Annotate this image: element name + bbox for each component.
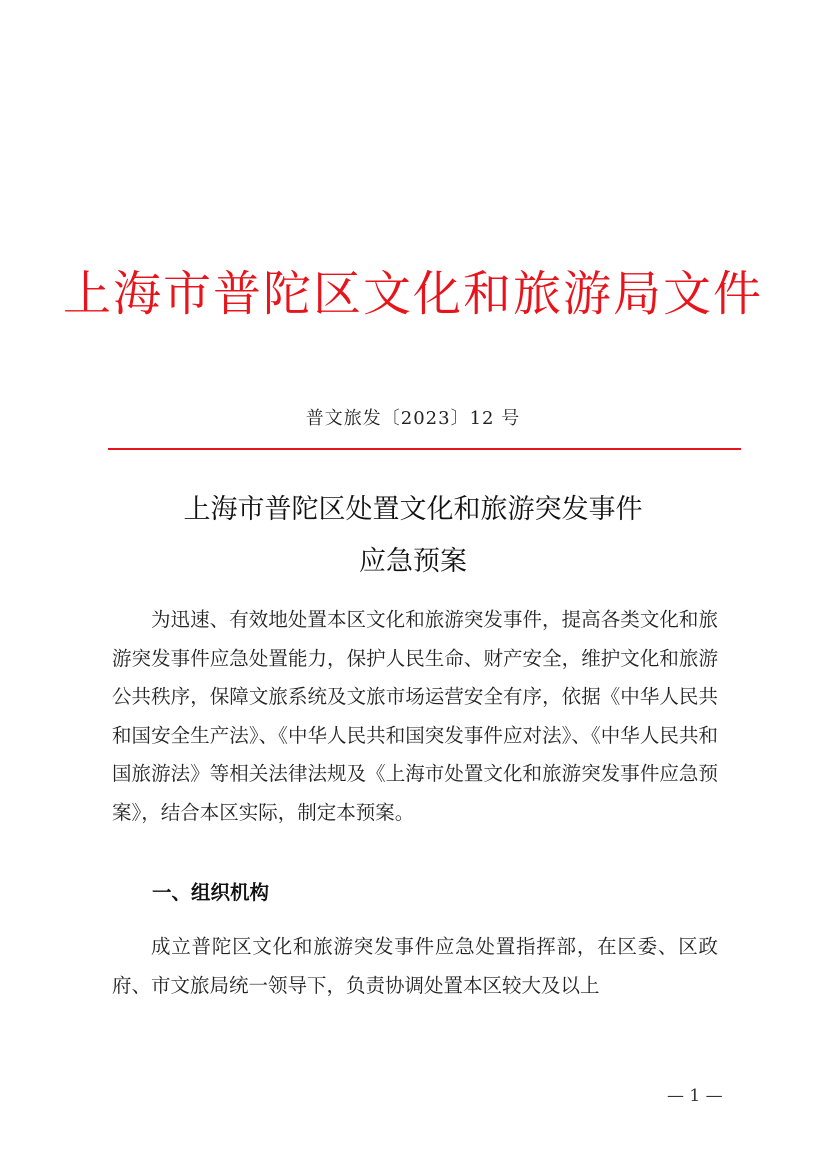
page-number: — 1 — [667,1086,723,1106]
issuer-title: 上海市普陀区文化和旅游局文件 [62,266,763,322]
document-number: 普文旅发〔2023〕12 号 [305,408,521,429]
document-title-line-2: 应急预案 [359,546,467,577]
body-paragraph-2: 成立普陀区文化和旅游突发事件应急处置指挥部，在区委、区政府、市文旅局统一领导下，负责协调处置本区较大及以上 [112,935,718,997]
red-separator-line [108,448,741,450]
document-title-line-1: 上海市普陀区处置文化和旅游突发事件 [183,494,643,525]
section-heading-1: 一、组织机构 [152,881,270,904]
body-paragraph-1: 为迅速、有效地处置本区文化和旅游突发事件，提高各类文化和旅游突发事件应急处置能力，保护人民生命、财产安全，维护文化和旅游公共秩序，保障文旅系统及文旅市场运营安全有序，依据《中华人民共和国安全生产法》、《中华人民共和国突发事件应对法》、《中华人民共和国旅游法》等相关法律法规及《上海市处置文化和旅游突发事件应急预案》，结合本区实际，制定本预案。 [112,608,718,824]
document-title [0,484,826,588]
